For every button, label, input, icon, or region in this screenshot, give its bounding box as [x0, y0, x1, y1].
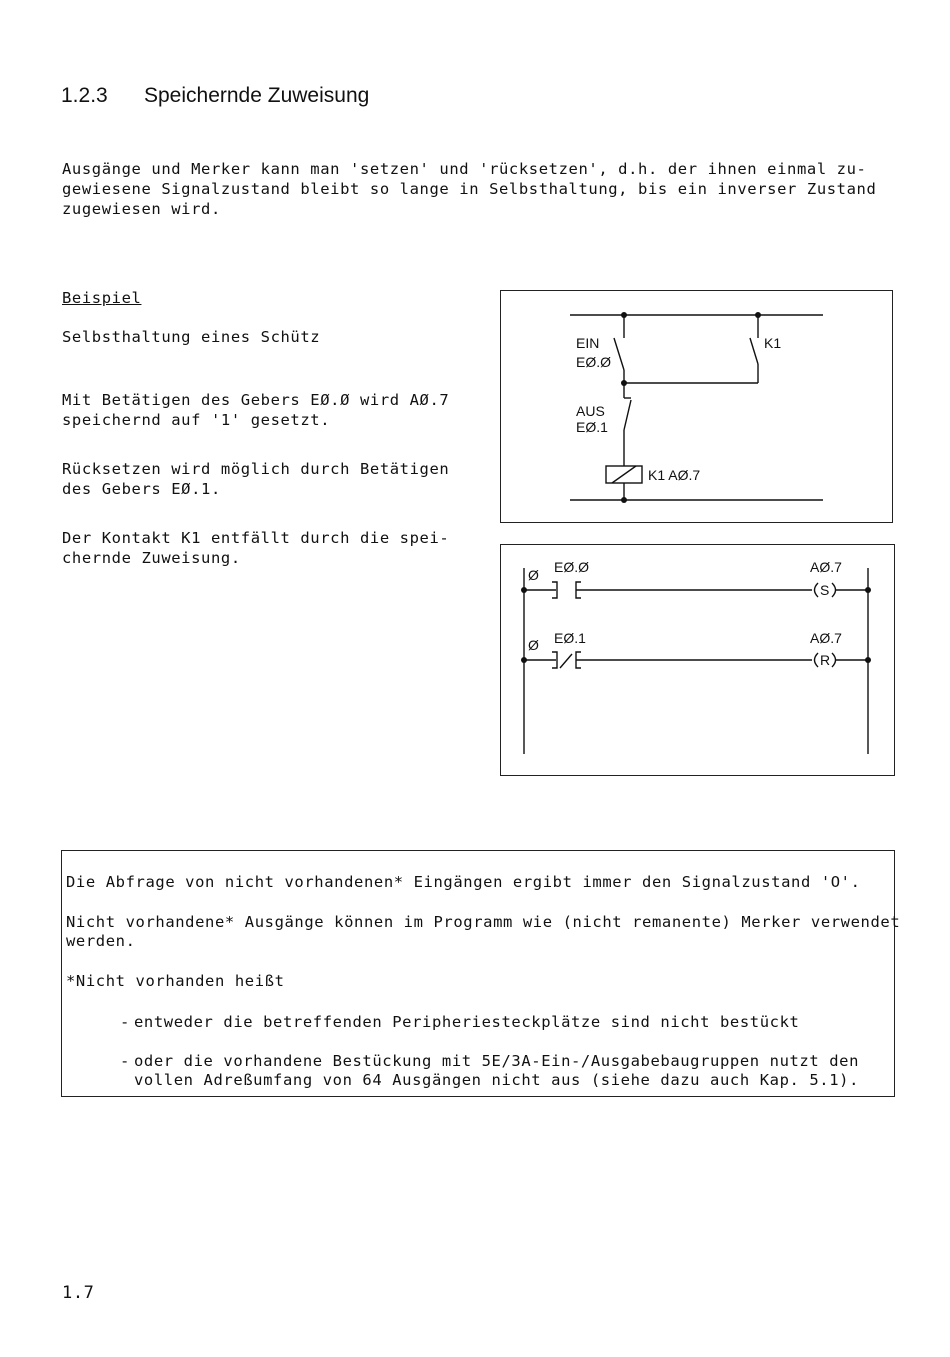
rung2-number: Ø	[527, 636, 539, 653]
k1-contact-label: K1	[763, 334, 781, 351]
bullet-dash-1: -	[120, 1013, 130, 1031]
section-number: 1.2.3	[61, 84, 108, 107]
rung1-number: Ø	[527, 566, 539, 583]
note-line-2a: Nicht vorhandene* Ausgänge können im Programm wie (nicht remanente) Merker verwendet	[66, 913, 901, 931]
example-para1-line2: speichernd auf '1' gesetzt.	[62, 411, 331, 429]
example-para1-line1: Mit Betätigen des Gebers EØ.Ø wird AØ.7	[62, 391, 450, 409]
section-title: Speichernde Zuweisung	[144, 84, 370, 107]
note-bullet-2a: oder die vorhandene Bestückung mit 5E/3A-Ein-/Ausgabebaugruppen nutzt den	[134, 1052, 860, 1070]
example-heading: Beispiel	[62, 289, 142, 307]
example-para3-line1: Der Kontakt K1 entfällt durch die spei-	[62, 529, 450, 547]
circuit-diagram	[500, 290, 893, 523]
intro-line-3: zugewiesen wird.	[62, 200, 221, 218]
example-para2-line1: Rücksetzen wird möglich durch Betätigen	[62, 460, 450, 478]
ladder-diagram	[500, 544, 895, 776]
example-para3-line2: chernde Zuweisung.	[62, 549, 241, 567]
note-bullet-2b: vollen Adreßumfang von 64 Ausgängen nicht aus (siehe dazu auch Kap. 5.1).	[134, 1071, 860, 1089]
aus-label: AUS	[575, 402, 605, 419]
intro-line-1: Ausgänge und Merker kann man 'setzen' und 'rücksetzen', d.h. der ihnen einmal zu-	[62, 160, 867, 178]
example-subtitle: Selbsthaltung eines Schütz	[62, 328, 321, 346]
circuit-diagram-box	[500, 290, 893, 523]
rung2-input-address: EØ.1	[553, 629, 586, 646]
page-number: 1.7	[62, 1283, 95, 1303]
aus-address: EØ.1	[575, 418, 608, 435]
rung1-output-address: AØ.7	[809, 558, 842, 575]
example-para2-line2: des Gebers EØ.1.	[62, 480, 221, 498]
bullet-dash-2: -	[120, 1052, 130, 1070]
intro-line-2: gewiesene Signalzustand bleibt so lange in Selbsthaltung, bis ein inverser Zustand	[62, 180, 877, 198]
note-line-3: *Nicht vorhanden heißt	[66, 972, 285, 990]
note-line-2b: werden.	[66, 932, 136, 950]
ein-label: EIN	[575, 334, 599, 351]
coil-label: K1 AØ.7	[647, 466, 700, 483]
note-bullet-1: entweder die betreffenden Peripheriesteckplätze sind nicht bestückt	[134, 1013, 800, 1031]
rung2-output-address: AØ.7	[809, 629, 842, 646]
ein-address: EØ.Ø	[575, 353, 611, 370]
rung1-set-coil: S	[819, 581, 829, 598]
note-line-1: Die Abfrage von nicht vorhandenen* Eingängen ergibt immer den Signalzustand 'O'.	[66, 873, 861, 891]
ladder-diagram-box	[500, 544, 895, 776]
rung2-reset-coil: R	[819, 651, 830, 668]
rung1-input-address: EØ.Ø	[553, 558, 589, 575]
